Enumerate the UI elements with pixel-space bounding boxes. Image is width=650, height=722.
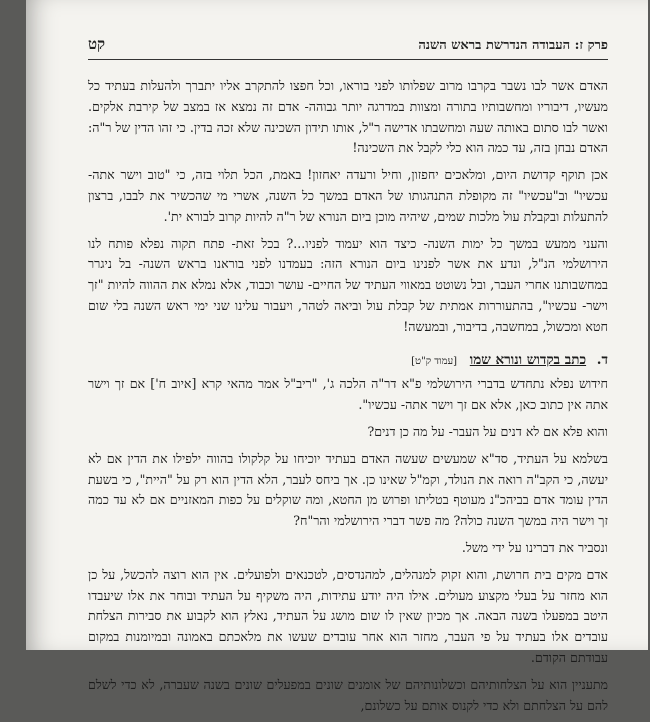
- paragraph: והוא פלא אם לא דנים על העבר- על מה כן דנים?: [367, 423, 608, 439]
- section-title: כתב בקדוש ונורא שמו: [469, 351, 587, 368]
- section-letter: ד.: [596, 351, 608, 368]
- page-body: [88, 76, 608, 722]
- section-page-note: [עמוד ק"ט]: [411, 355, 458, 367]
- paragraph: אדם מקים בית חרושת, והוא זקוק למנהלים, למהנדסים, לטכנאים ולפועלים. אין הוא רוצה להכשל, על כן הוא מחזר על בעלי מקצוע מעולים. אילו היה יודע עתידות, היה משקיף על העתיד ובוחר את אלו שיעבדו היטב במפעלו בשנה הבאה. אך מכיון שאין לו שום מושג על העתיד, נאלץ הוא לקבוע את סבירות הצלחת עובדים אלו בעתיד על פי העבר, מחזר הוא אחר עובדים שעשו את מלאכתם באמונה ובמיומנות במקום עבודתם הקודם.: [88, 566, 608, 665]
- paragraph: מתעניין הוא על הצלחותיהם וכשלונותיהם של אומנים שונים במפעלים שונים בשנה שעברה, לא כדי לשלם להם על הצלחתם ולא כדי לקנוס אותם על כשלונם,: [88, 676, 608, 713]
- paragraph: האדם אשר לבו נשבר בקרבו מרוב שפלותו לפני בוראו, וכל חפצו להתקרב אליו יתברך ולהעלות בעתיד כל מעשיו, דיבוריו ומחשבותיו בתורה ומצוות במדרגה יותר גבוהה- אדם זה נמצא אז במצב של קירבת אלקים. ואשר לבו סתום באותה שעה ומחשבתו אדישה ר"ל, אותו תידון השכינה שלא זכה בדין. כי זהו הדין של ר"ה: האדם נבחן בזה, עד כמה הוא כלי לקבל את השכינה!: [88, 78, 608, 156]
- paragraph: חידוש נפלא נתחדש בדברי הירושלמי פ"א דר"ה הלכה ג', "ריב"ל אמר מהאי קרא [איוב ח'] אם זך וישר אתה אין כתוב כאן, אלא אם זך וישר אתה- עכשיו".: [88, 376, 608, 413]
- book-page: [26, 0, 648, 713]
- page-header: [88, 37, 608, 60]
- running-title: פרק ז: העבודה הנדרשת בראש השנה: [418, 38, 608, 53]
- paragraph: והעני ממעש במשך כל ימות השנה- כיצד הוא יעמוד לפניו...? בכל זאת- פתח תקוה נפלא פותח לנו הירושלמי הנ"ל, ונדע את אשר לפנינו ביום הנורא הזה: בעמדנו לפני בוראנו בראש השנה- בל ניגרר במחשבותנו אחרי העבר, ובל נשוטט במאווי העתיד של החיים- עושר וכבוד, אלא נמלא את ההווה להיות "זך וישר- עכשיו", בהתעוררות אמתית של קבלת עול וביאה לטהר, ויעבור עלינו שני ימי ראש השנה בלי שום חטא ומכשול, במחשבה, בדיבור, ובמעשה!: [88, 235, 608, 334]
- paragraph: ונסביר את דברינו על ידי משל.: [461, 539, 608, 555]
- paragraph: אכן תוקף קדושת היום, ומלאכים יחפזון, וחיל ורעדה יאחזון! באמת, הכל תלוי בזה, כי "טוב וישר אתה- עכשיו" וב"עכשיו" זה מקופלת התנהגותו של האדם במשך כל השנה, אשרי מי שהכשיר את לבבו, ברצון להתעלות ובקבלת עול מלכות שמים, שיהיה מוכן ביום הנורא של ר"ה להיות קרוב לבורא ית'.: [88, 167, 608, 224]
- section-heading: [88, 350, 608, 373]
- paragraph: בשלמא על העתיד, סד"א שמעשים שעשה האדם בעתיד יוכיחו על קלקולו בהווה ילפילו את הדין אם לא יעשה, כי הקב"ה רואה את הנולד, וקמ"ל שאינו כן. אך ביחס לעבר, הלא הדין הוא רק על "היית", כי בשעת הדין עומד אדם בביהכ"נ מעוטף בטליתו ופרוש מן החטא, ומה שוקלים על כפות המאזניים אם לא עד כמה זך וישר היה במשך השנה כולה? מה פשר דברי הירושלמי והר"ח?: [88, 450, 608, 529]
- page-number: קט: [88, 35, 106, 53]
